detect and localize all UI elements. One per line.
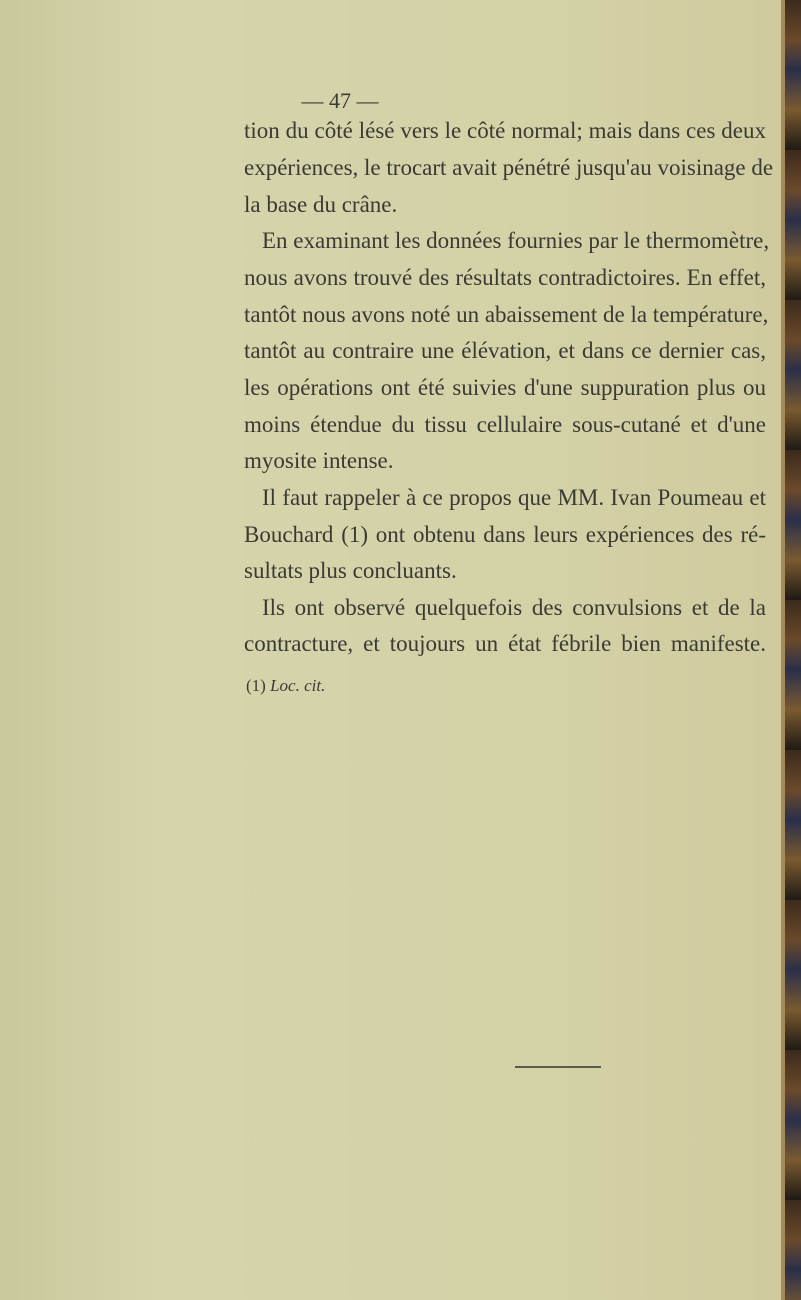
text-line: nous avons trouvé des résultats contradictoires. En effet,: [244, 265, 766, 290]
text-line: tion du côté lésé vers le côté normal; mais dans ces deux: [244, 118, 766, 143]
text-line: Il faut rappeler à ce propos que MM. Ivan Poumeau et: [262, 485, 766, 510]
text-line: la base du crâne.: [244, 192, 398, 217]
text-line: Bouchard (1) ont obtenu dans leurs expériences des ré-: [244, 522, 766, 547]
text-line: myosite intense.: [244, 448, 394, 473]
footnote-text: Loc. cit.: [270, 676, 326, 695]
text-line: expériences, le trocart avait pénétré jusqu'au voisinage de: [244, 155, 774, 180]
footnote-marker: (1): [246, 676, 266, 695]
text-line: tantôt au contraire une élévation, et dans ce dernier cas,: [244, 338, 766, 363]
book-binding: [785, 0, 801, 1300]
text-line: tantôt nous avons noté un abaissement de la température,: [244, 302, 769, 327]
end-rule: [515, 1066, 601, 1068]
text-line: contracture, et toujours un état fébrile bien manifeste.: [244, 631, 766, 656]
text-line: sultats plus concluants.: [244, 558, 457, 583]
text-line: les opérations ont été suivies d'une suppuration plus ou: [244, 375, 766, 400]
page-number: — 47 —: [301, 88, 379, 113]
text-line: Ils ont observé quelquefois des convulsions et de la: [262, 595, 766, 620]
text-line: En examinant les données fournies par le thermomètre,: [262, 228, 770, 253]
footnote: [246, 676, 325, 696]
text-line: moins étendue du tissu cellulaire sous-cutané et d'une: [244, 412, 766, 437]
